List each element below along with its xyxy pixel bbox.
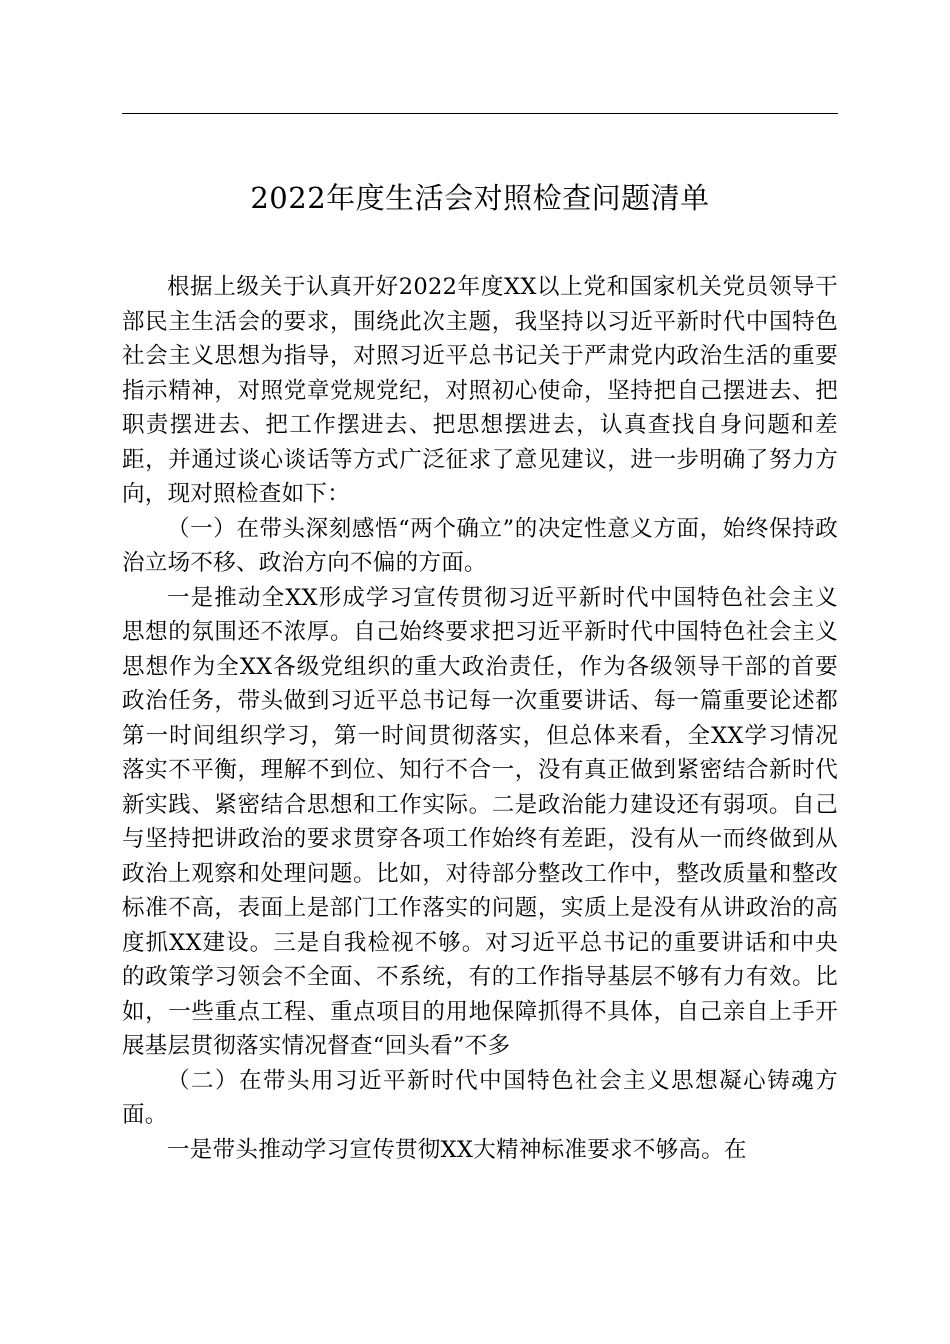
section-heading-2: （二）在带头用习近平新时代中国特色社会主义思想凝心铸魂方面。: [122, 1067, 838, 1128]
section-heading-1: （一）在带头深刻感悟“两个确立”的决定性意义方面，始终保持政治立场不移、政治方向不偏的方面。: [122, 515, 838, 576]
section-2-paragraph: 一是带头推动学习宣传贯彻XX大精神标准要求不够高。在: [167, 1136, 747, 1163]
intro-paragraph: 根据上级关于认真开好2022年度XX以上党和国家机关党员领导干部民主生活会的要求，围绕此次主题，我坚持以习近平新时代中国特色社会主义思想为指导，对照习近平总书记关于严肃党内政治生活的重要指示精神，对照党章党规党纪，对照初心使命，坚持把自己摆进去、把职责摆进去、把工作摆进去、把思想摆进去，认真查找自身问题和差距，并通过谈心谈话等方式广泛征求了意见建议，进一步明确了努力方向，现对照检查如下：: [122, 274, 838, 507]
document-body: [122, 270, 838, 1167]
section-1-paragraph: 一是推动全XX形成学习宣传贯彻习近平新时代中国特色社会主义思想的氛围还不浓厚。自己始终要求把习近平新时代中国特色社会主义思想作为全XX各级党组织的重大政治责任，作为各级领导干部的首要政治任务，带头做到习近平总书记每一次重要讲话、每一篇重要论述都第一时间组织学习，第一时间贯彻落实，但总体来看，全XX学习情况落实不平衡，理解不到位、知行不合一，没有真正做到紧密结合新时代新实践、紧密结合思想和工作实际。二是政治能力建设还有弱项。自己与坚持把讲政治的要求贯穿各项工作始终有差距，没有从一而终做到从政治上观察和处理问题。比如，对待部分整改工作中，整改质量和整改标准不高，表面上是部门工作落实的问题，实质上是没有从讲政治的高度抓XX建设。三是自我检视不够。对习近平总书记的重要讲话和中央的政策学习领会不全面、不系统，有的工作指导基层不够有力有效。比如，一些重点工程、重点项目的用地保障抓得不具体，自己亲自上手开展基层贯彻落实情况督查“回头看”不多: [122, 584, 838, 1059]
document-title: 2022年度生活会对照检查问题清单: [250, 181, 710, 215]
header-rule: [122, 113, 838, 114]
